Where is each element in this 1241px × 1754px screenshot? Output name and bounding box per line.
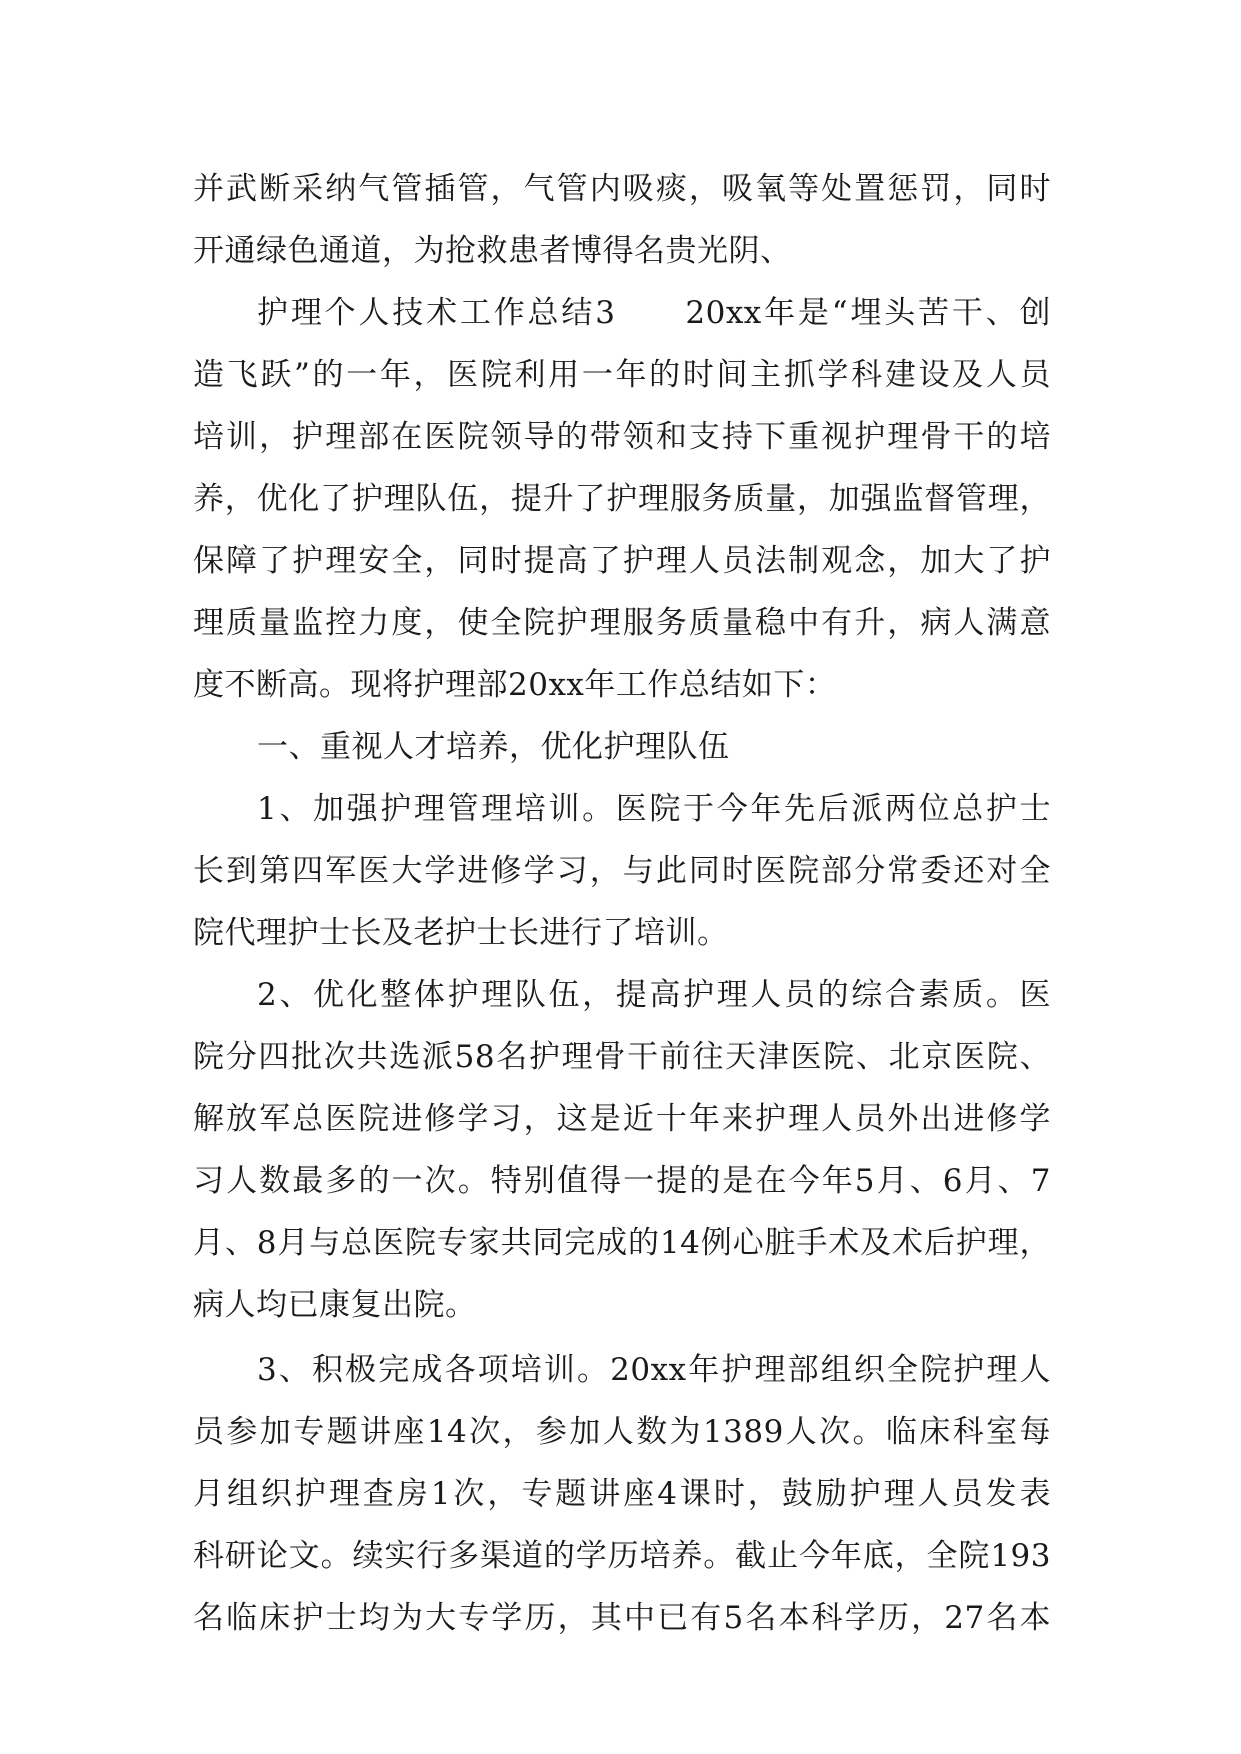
text-line: 开通绿色通道，为抢救患者博得名贵光阴、	[193, 233, 792, 269]
text-line: 护理个人技术工作总结3 20xx年是“埋头苦干、创	[257, 295, 1051, 331]
text-line: 名临床护士均为大专学历，其中已有5名本科学历，27名本	[193, 1600, 1051, 1636]
text-line: 并武断采纳气管插管，气管内吸痰，吸氧等处置惩罚，同时	[193, 171, 1051, 207]
text-line: 3、积极完成各项培训。20xx年护理部组织全院护理人	[257, 1352, 1051, 1388]
text-line: 培训，护理部在医院领导的带领和支持下重视护理骨干的培	[193, 419, 1051, 455]
text-line: 2、优化整体护理队伍，提高护理人员的综合素质。医	[257, 977, 1051, 1013]
text-line: 科研论文。续实行多渠道的学历培养。截止今年底，全院193	[193, 1538, 1051, 1574]
text-line: 院代理护士长及老护士长进行了培训。	[193, 915, 729, 951]
text-line: 解放军总医院进修学习，这是近十年来护理人员外出进修学	[193, 1101, 1051, 1137]
text-line: 度不断高。现将护理部20xx年工作总结如下：	[193, 667, 837, 703]
text-line: 养，优化了护理队伍，提升了护理服务质量，加强监督管理，	[193, 481, 1051, 517]
text-line: 造飞跃”的一年，医院利用一年的时间主抓学科建设及人员	[193, 357, 1051, 393]
text-line: 保障了护理安全，同时提高了护理人员法制观念，加大了护	[193, 543, 1051, 579]
text-line: 院分四批次共选派58名护理骨干前往天津医院、北京医院、	[193, 1039, 1051, 1075]
text-line: 习人数最多的一次。特别值得一提的是在今年5月、6月、7	[193, 1163, 1051, 1199]
text-line: 月、8月与总医院专家共同完成的14例心脏手术及术后护理，	[193, 1225, 1051, 1261]
text-line: 长到第四军医大学进修学习，与此同时医院部分常委还对全	[193, 853, 1051, 889]
text-line: 病人均已康复出院。	[193, 1287, 477, 1323]
section-heading: 一、重视人才培养，优化护理队伍	[257, 729, 730, 765]
text-line: 理质量监控力度，使全院护理服务质量稳中有升，病人满意	[193, 605, 1051, 641]
text-line: 月组织护理查房1次，专题讲座4课时，鼓励护理人员发表	[193, 1476, 1051, 1512]
text-line: 1、加强护理管理培训。医院于今年先后派两位总护士	[257, 791, 1051, 827]
document-body	[193, 158, 1051, 1649]
text-line: 员参加专题讲座14次，参加人数为1389人次。临床科室每	[193, 1414, 1051, 1450]
